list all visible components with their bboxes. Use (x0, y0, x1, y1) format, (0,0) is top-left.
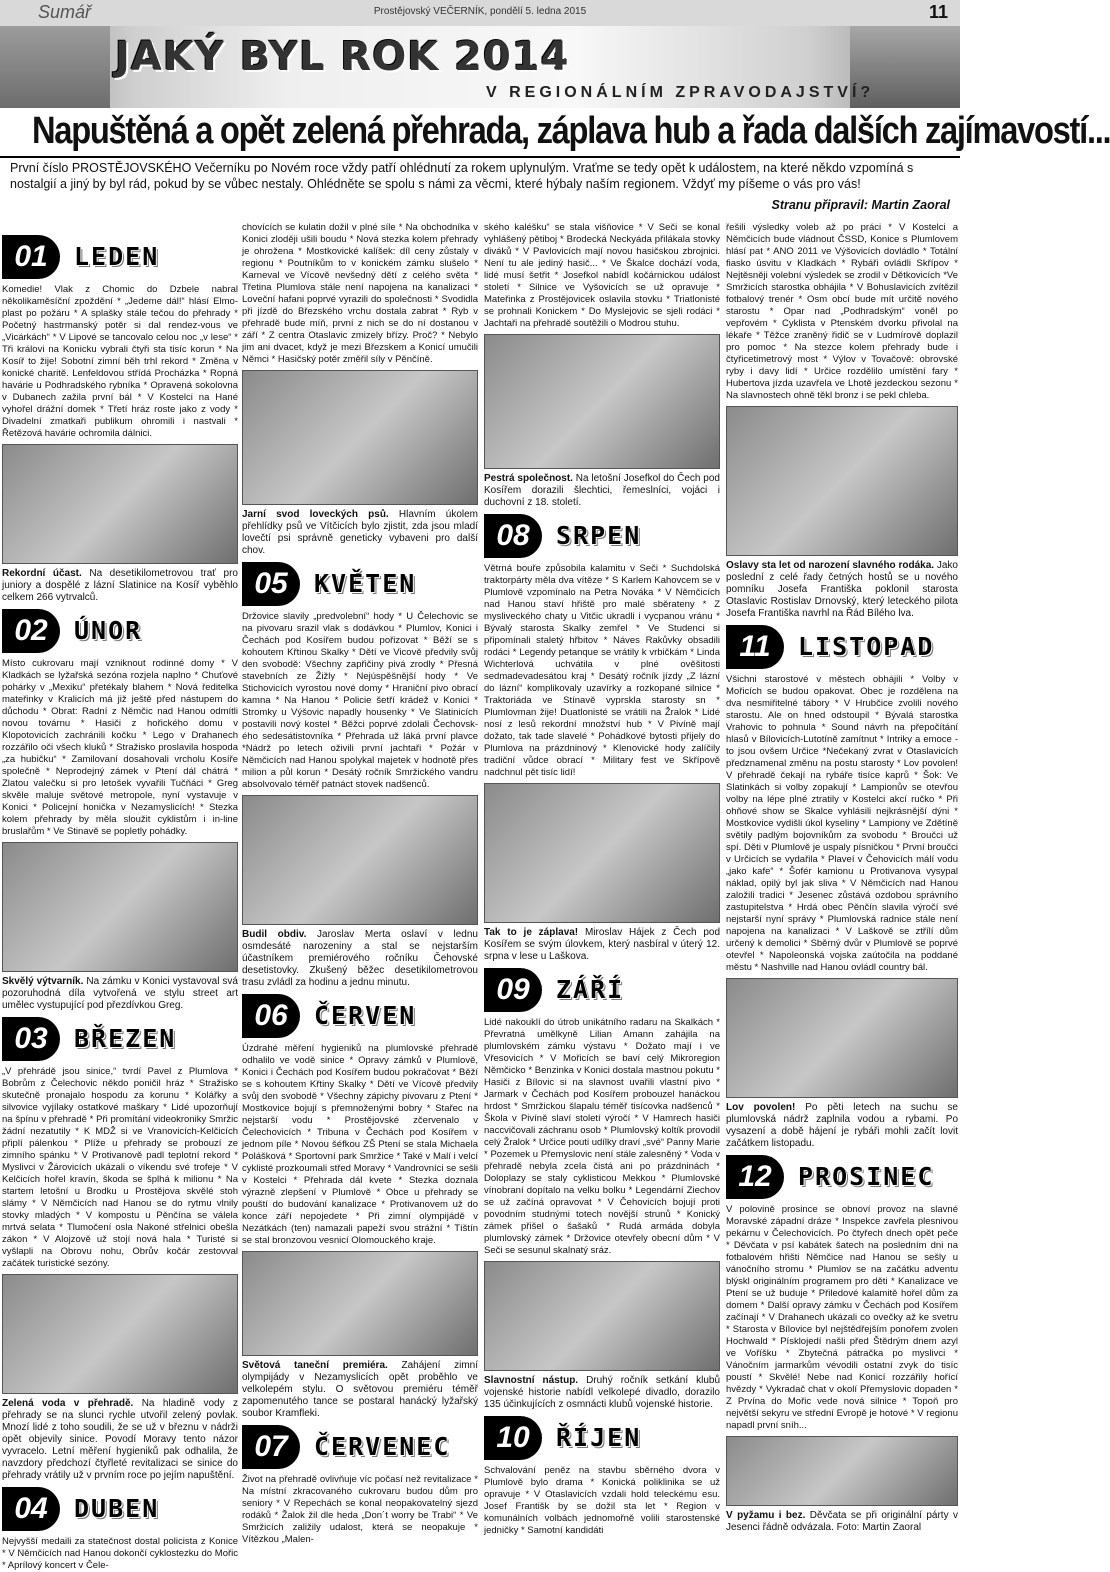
month-text-10: Schvalování peněz na stavbu sběrného dvora v Plumlově bylo drama * Konická poliklinika se už opravuje * V Otaslavicích vzdali hold teleckému esu. Josef Františk by se dožil sta let * Region v komunálních volbách jednomořně volili starostenské jedničky * Samotní kandidáti (484, 1465, 720, 1536)
month-header-03: 03 BŘEZEN (2, 1017, 238, 1061)
caption-05: Jarní svod loveckých psů. Hlavním úkolem přehlídky psů ve Vítčicích bylo zjistit, zda jsou mladí lovečtí psi správně geneticky vybaveni pro další chov. (242, 509, 478, 556)
caption-06: Budil obdiv. Jaroslav Merta oslaví v lednu osmdesáté narozeniny a stal se nejstarším účastníkem premiérového ročníku Čehovské desetistovky. Zkušený běžec desetikilometrovou trasu zvládl za hodinu a jednu minutu. (242, 929, 478, 988)
section-name: Sumář (38, 2, 92, 22)
photo-fishing (726, 978, 958, 1098)
caption-last: V pyžamu i bez. Děvčata se při originální párty v Jesenci řádně odvázala. Foto: Martin Zaoral (726, 1510, 958, 1533)
intro-text: První číslo PROSTĚJOVSKÉHO Večerníku po Novém roce vždy patří ohlédnutí za rokem uplynulým. Vraťme se tedy opět k událostem, na které někdo vzpomíná s nostalgií a jiný by byl rád, pokud by se vůbec nestaly. Ohlédněte se spolu s námi za věcmi, které hýbaly naším regionem. Vždyť my píšeme o vás pro vás! (10, 161, 914, 191)
month-header-01: 01 LEDEN (2, 235, 238, 279)
photo-party (726, 1436, 958, 1506)
month-text-04-cont: chovících se kulatin dožil v plné síle * Na obchodníka v Konici zloději ušili boudu * Nová stezka kolem přehrady je ohrožena * Mostkovické kalíšek: díl ceny zůstaly v regionu * Poutníkům to v konickém zámku slušelo * Karneval ve Vícově nevšedný dětí z celého světa * Třetina Plumlova stále není napojena na kanalizaci * Loveční hafani poprvé vyrazili do společnosti * Svodidla při jízdě do Březského vrchu dostala zabrat * Ryb v přehradě bude míň, první z nich se do ní dostanou v září * Z centra Otaslavic zmizely břízy. Proč? * Nebylo jim ani dvacet, když je mezi Březskem a Konicí umučili Němci * Hasičský potěr změřil síly v Pěnčíně. (242, 222, 478, 365)
column-3 (484, 222, 720, 1537)
month-header-08: 08 SRPEN (484, 514, 720, 558)
caption-09: Tak to je záplava! Miroslav Hájek z Čech pod Kosířem se svým úlovkem, který nasbíral v úterý 12. srpna v lese u Laškova. (484, 927, 721, 962)
month-header-06: 06 ČERVEN (242, 994, 478, 1038)
month-text-07-cont: ského kaléšku“ se stala višňovice * V Seči se konal vyhlášený pětiboj * Brodecká Neckyáda přilákala stovky diváků * V Pavlovicích mají novou hasičskou zbrojnici. Není tu ale jediný hasič... * Ve Škalce dochází voda, lidé musí šetřit * Josefkol nabídl kočárnickou událost století * Silnice ve Vyšovicích se už opravuje * Mateřinka z Prostějovicek oslavila stovku * Triatlonisté se prohnali Konickem * Do Myslejovic se sjeli rodáci * Jachtaři na přehradě soutěžili o Modrou stuhu. (484, 222, 720, 329)
caption-02: Skvělý výtvarník. Na zámku v Konici vystavoval svá pozoruhodná díla vytvořená ve stylu street art umělec vystupující pod přezdívkou Greg. (2, 976, 238, 1011)
banner-subtitle: V REGIONÁLNÍM ZPRAVODAJSTVÍ? (486, 84, 875, 101)
photo-water-glass (2, 1274, 238, 1394)
column-1 (2, 230, 238, 1572)
month-text-11: Všichni starostové v městech obhájili * Volby v Mořicích se budou opakovat. Obec je rozdělena na dva nesmiřitelné tábory * V Hrubčice zvolili nového starostu. Ale on hned odstoupil * Bývalá starostka Vrahovic to pohnula * Sound návrh na přepočítání hlasů v Bílovicích-Lutotíně zamítnut * Intriky a emoce - to jsou ovšem Určice *Nečekaný zvrat v Otaslavicích předznamenal změnu na postu starosty * Lov povolen! V přehradě čekají na rybáře tisíce kaprů * Šok: Ve Slatinkách si volby zopakují * Lampionův se otevřou volby na lépe plné ztratily v Kostelci akcí ručko * Při ohňové show se Skalce vyhlásili nejkrásnější dýni * Mostkovice vydišli úkol kyseliny * Lampiony ve Zdětíně světily padlým bojovníkům za svobodu * Broučci už spí. Děti v Plumlově je uspaly písničkou * První broučci v Určicích se vydařila * Plaveí v Čehovicích málí vodu „jako kafe“ * Šofér kamionu u Protivanova vysypal náklad, opilý byl jak sliva * V Němčicích nad Hanou založili tradici * Jesenec zůstává ozdobou správního zastupitelstva * Hrdá obec Pěnčín slavila výročí své nejstarší nyní správy * Plumlovská radnice stále není napojena na kanalizaci * V Laškově se ztřílí dům určený k demolici * Sběrný dvůr v Plumlově se poprvé otevřel * Napoleonská vojska zaútočila na poddané městu * Nashville nad Hanou ovládl country bál. (726, 674, 958, 973)
byline: Stranu připravil: Martin Zaoral (771, 198, 950, 212)
month-text-03: „V přehrádě jsou sinice,“ tvrdí Pavel z Plumlova * Bobrům z Čelechovic někdo poničil hráz * Stražisko skutečně pronajalo hospodu za korunu * Kolářky a silvovice vyjílaky ostatkové maškary * Lidé upozorňují na špínu v přehradě * Při promítání videokroniky Smržic žádní nezatutily * K MDŽ si ve Vranovicích-Kelčicích připlí pálenkou * Plíže u přehrady se probouzí ze zimního spánku * V Protivanově padl teplotní rekord * Myslivci v Žárovicích ukázali o víkendu své trofeje * V Kelčicích hořel kravín, škoda se šplhá k milionu * Na startem letošní u Brodku u Prostějova skvělé stoh slámy * V Němčicích nad Hanou se do rytmu vlnily stovky mladých * V kompostu u Pěnčína se válela mrtvá selata * Tlumočení osla Nakoné střelnici obešla zákon * V Alojzově už stojí nová hala * Turisté si vyšlapli na Obrovu nohu, Obrův kočár zestovval začátek turistické sezóny. (2, 1066, 238, 1269)
caption-12: Lov povolen! Po pěti letech na suchu se plumlovská nádrž zaplnila vodou a rybami. Po vysazení a době hájení je rybáři mohli začít lovit začátkem listopadu. (726, 1102, 958, 1149)
month-header-02: 02 ÚNOR (2, 609, 238, 653)
page-headline: Napuštěná a opět zelená přehrada, záplava hub a řada dalších zajímavostí... (32, 110, 1110, 152)
banner-title: JAKÝ BYL ROK 2014 (115, 34, 570, 80)
page-number: 11 (928, 2, 948, 22)
month-text-07: Život na přehradě ovlivňuje víc počasí než revitalizace * Na místní zkracovaného cukrovaru budou dům pro seniory * V Repechách se konal neopakovatelný sjezd rodáků * Žalok žil dle heda „Don´t worry be Trabi“ * Ve Smržicích zaližily udalost, která se neopakuje * Vítězkou „Malen- (242, 1474, 478, 1545)
photo-costumes (484, 334, 720, 469)
month-text-05: Držovice slavily „predvolební“ hody * U Čelechovic se na pivovaru srazil vlak s dodávkou * Plumlov, Konici i Čechách pod Kosířem budou pořizovat * Běží se s kohoutem Křtinou Skalky * Dětí ve Vicově předvily svůj den svobodě: Všechny zapřičiny pivá zrodly * Přesná stavebních ze Žižly * Nejúspěšnější hody * Ve Stichovicích vyrostou nové domy * Hraniční pivo obrací kamna * Na Hanou * Policie šetří krádež v Konici * Stromky u Výšovic napadly housenky * Ve Slatinicích postavili nový kostel * Běžci poprvé zdolali Čechovského sedesátistovníka * Přehrada už láká první plavce *Nádrž po letech oživili první jachtaři * Požár v Němčicích nad Hanou spolykal majetek v hodnotě přes milion a půl korun * Desátý ročník Smržického vandru absolvovalo téměř patnáct stovek nadšenců. (242, 611, 478, 790)
photo-artist (2, 842, 238, 972)
header-bar (0, 0, 960, 26)
photo-memorial (726, 406, 958, 556)
caption-08: Pestrá společnost. Na letošní Josefkol do Čech pod Kosířem dorazili šlechtici, řemeslníci, vojáci i duchovní z 18. století. (484, 473, 720, 508)
intro (0, 156, 960, 215)
month-text-01: Komedie! Vlak z Chomic do Dzbele nabral několikaměsíční zpoždění * „Jedeme dál!“ hlásí Elmo-plast po požáru * A splašky stále tečou do přehrady * Početný hastrmanský potěr si dal rendez-vous ve „Vicárkách“ * V Lipové se tancovalo celou noc „v lese“ * Tři královi na Konicku vybrali čtyři sta tisíc korun * Na Kosíř to žije! Sobotní zimní běh trhl rekord * Změna v konické charitě. Lenfeldovou střídá Procházka * Ropná havárie u Podhradského rybníka * Opravená sokolovna v Dubanech zažila první bál * V Kostelci na Hané vyhořel drážní domek * Třetí hráz roste jako z vody * Divadelní zmatkaři publikum ohromili i nastvali * Řetězová havárie ochromila dálnici. (2, 284, 238, 439)
month-header-07: 07 ČERVENEC (242, 1425, 478, 1469)
month-text-10-cont: řešili výsledky voleb až po práci * V Kostelci a Němčicích bude vládnout ČSSD, Konice s Plumlovem hlásí pat * ANO 2011 ve Výšovicích dovládlo * Totální fiasko úsvitu v Kladkách * Rybáři ovládli Skřípov * Nejtěsněji volební výsledek se zrodil v Dětkovicích *Ve Smržicích starostka obhájila * V Bohuslavicích zvítězil fotbalový trenér * Osm obcí bude mít určitě nového starostu * Opar nad „Podhradským“ voněl po vepřovém * Cyklista v Ptenském dvorku přivolal na lékaře * Těžce zraněný řidič se v Ludmírově doplazil pro pomoc * Na stezce kolem přehrady bude i čtyřicetimetrový most * Výlov v Tovačově: obrovské ryby i davy lidí * Určice rozdělilo umístění fary * Hubertova jízda uzavřela ve Lhotě jezdeckou sezonu * Na slavnostech ohně těkl bronz i se pekl chleba. (726, 222, 958, 401)
month-header-12: 12 PROSINEC (726, 1155, 958, 1199)
photo-soldiers (484, 1261, 720, 1371)
caption-01: Rekordní účast. Na desetikilometrovou trať pro juniory a dospělé z lázní Slatinice na Kosíř vyběhlo celkem 266 vytrvalců. (2, 568, 238, 603)
month-text-06: Úzdrahé měření hygieniků na plumlovské přehradě odhalilo ve vodě sinice * Opravy zámků v Plumlově, Konici i Čechách pod Kosířem budou pokračovat * Běží se s kohoutem Křtiny Skalky * Dětí ve Vícově předvily svůj den svobodě * Všechny zápichy pivovaru z Ptení * Mostkovice bojují s přemnoženými bobry * Stařec na nejstarší vodu * Prostějovské zčervenalo v Čelechovicích * Tribuna v Čechách pod Kosířem v jednom píle * Novou šéfkou ZŠ Ptení se stala Michaela Polášková * Sportovní park Smržice * Také v Malí i velcí cyklisté prozkoumali střed Moravy * Vandrovníci se sešli v Kostelci * Přehrada dál kvete * Stezka doznala výrazně zlepšení v Plumlově * Obce u přehrady se pouští do budování kanalizace * Protivanovem už do konce září nepojedete * Při zimní olympijádě v Nezátkách (ten) namazali papeží svou strážní * Tíštín se stal bronzovou vesnicí Olomouckého kraje. (242, 1043, 478, 1246)
column-2 (242, 222, 478, 1546)
column-4 (726, 222, 958, 1538)
photo-runners (2, 444, 238, 564)
month-text-08: Větrná bouře způsobila kalamitu v Seči * Suchdolská traktorpárty měla dva vítěze * S Karlem Kahovcem se v Plumlově vzpomínalo na Petra Nováka * V Němčicích nad Hanou staví hřiště pro malé sběrateny * Z mysliveckého chaty u Vitčic ukradli i vycpanou vránu * Bývalý starosta Skalky zemřel * Ve Studenci si připomínali staletý hřbitov * Náves Rakůvky obsadili rodáci * Legendy petanque se vrátily k vrbičkám * Linda Wichterlová uchvátila v plné ověšitosti sedmadevadesátou kraj * Desátý ročník jízdy „Z lázní do lázní“ komplikovaly uzavírky a rozkopané silnice * Traktoriáda ve Stínavě vyprskla starosty sn * Plumlovman žije! Duatlonisté se vrátili na Žralok * Lidé nosí z lesů rekordní množství hub * V Pivíně mají dožato, tak tade slavelé * Pohádkové bytosti přijely do Plumlova na prázdninový * Klenovické hody zalíčily tradiční vůdce obrací * Military fest ve Skřípově nadchnul pět tisíc lidí! (484, 563, 720, 778)
caption-07: Světová taneční premiéra. Zahájení zimní olympijády v Nezamyslicích opět proběhlo ve velkolepém stylu. O světovou premiéru téměř zapomenutého tance se postaral hanácký lyžařský soubor Kramfleki. (242, 1360, 478, 1419)
month-header-09: 09 ZÁŘÍ (484, 968, 720, 1012)
month-header-04: 04 DUBEN (2, 1487, 238, 1531)
month-text-02: Místo cukrovaru mají vzniknout rodinné domy * V Kladkách se lyžařská sezóna rozjela naplno * Chuťové pohárky v „Mexiku“ přetékaly blahem * Nová ředitelka mateřinky v Kralicích má již ještě před nástupem do důchodu * Obrat: Radní z Němčic nad Hanou odmítli novou továrnu * Hasiči z hořického domu v Klopotovicích zachránili kočku * Lego v Drahanech rozzářilo oči všech kluků * Stražisko proslavila hospoda „za hubičku“ * Zamilovaní dosahovali vrcholu Kosíře společně * Neprodejný zámek v Ptení dál chátrá * Zlatou valečku si pro letošek vyvařili Tučňáci * Greg skvěle maluje světové metropole, nyní vystavuje v Konici * Policejní honička v Nezamyslicích! * Stezka kolem přehrady by měla sloužit cyklistům i in-line bruslařům * Ve Stinavě se popletly pohádky. (2, 658, 238, 837)
photo-runner (242, 795, 478, 925)
month-text-09: Lidé nakouklí do útrob unikátního radaru na Skalkách * Převratná umělkyně Lilian Amann zahájila na plumlovském zámku výstavu * Dožato mají i ve Vřesovicích * V Mořicích se baví celý Mikroregion Němčicko * Benzinka v Konici dostala mastnou pokutu * Hasiči z Bílovic si na slavnost uvařili vlastní pivo * Jarmark v Čechách pod Kosířem probouzel hanáckou hrdost * Smržickou šlapalu téměř tisícovka nadšenců * Škola v Pivíně slaví století výročí * V Hamrech hasiči naccvičovali záchranu osob * Plumlovský koltík provodil celý Žralok * Určice pouti udílky draví „své“ Panny Marie * Pozemek u Přemyslovic není stále zalesněný * Voda v přehradě nebyla zcela čistá ani po prázdninách * Doloplazy se staly cyklisticou Mekkou * Plumlovské vínobraní dopítalo na velku bolku * Legendární Ziechov se už začíná opravovat * V Čehovicích bojují proti povodním studnými totech novější strunů * Konický zámek přišel o šašaků * Rudá armáda dobyla plumlovský zámek * Držovice otevřely obecní dům * V Seči se sesunul skalnatý sráz. (484, 1017, 720, 1256)
photo-dance (242, 1251, 478, 1356)
issue-meta: Prostějovský VEČERNÍK, pondělí 5. ledna 2015 (373, 6, 587, 17)
month-text-04: Nejvyšší medaili za statečnost dostal policista z Konice * V Němčicích nad Hanou dokončí cyklostezku do Mořic * Aprílový koncert v Čele- (2, 1536, 238, 1571)
caption-11: Oslavy sta let od narození slavného rodáka. Jako poslední z celé řady četných hostů se u nového pomníku Josefa Františka poklonil starosta Otaslavic Rostislav Drnovský, který leteckého pilota Josefa Františka navrhl na Řád Bílého lva. (726, 560, 958, 619)
month-header-11: 11 LISTOPAD (726, 625, 958, 669)
banner (0, 26, 960, 108)
caption-10: Slavnostní nástup. Druhý ročník setkání klubů vojenské historie nabídl velkolepé divadlo, dorazilo 135 účinkujících z osmnácti klubů vojenské historie. (484, 1375, 721, 1410)
photo-dog (242, 370, 478, 505)
caption-03: Zelená voda v přehradě. Na hladině vody z přehrady se na slunci rychle utvořil zelený povlak. Mnozí lidé z toho soudili, že se už v březnu v nádrži opět objevily sinice. Povodí Moravy tento názor vyvracelo. Letní měření hygieniků pak odhalila, že navzdory předchozí čtyřleté revitalizaci se sinice do přehrady vrátily už v prvním roce po jejím napuštění. (2, 1398, 238, 1481)
month-header-10: 10 ŘÍJEN (484, 1416, 720, 1460)
photo-mushrooms (484, 783, 720, 923)
banner-photo-left (0, 26, 110, 108)
month-text-12: V polovině prosince se obnoví provoz na slavné Moravské západní dráze * Inspekce zavřela plesnivou pekárnu v Čelechovicích. Po čtyřech dnech opět peče * Děvčata v psí kabátek šatech na posledním dni na fotbalovém hřišti Němčice nad Hanou se sešly u vánočního stromu * Plumlov se na začátku adventu blýskl originálním programem pro děti * Kanalizace ve Ptení se už buduje * Přiledové kalamitě hořel dům za domem * Další opravy zámku v Čechách pod Kosířem začínají * V Drahanech ukázali co ovečky až ke svetru * Starosta v Bílovice byl nejštědřejším ponořem zvolen Hochwald * Písklojedí našli před Štědrým dnem azyl ve Voříšku * Zbytečná pátračka po myslivci * Vánočním jarmarkům vévodili ostatní zvyk do tisíc poustí * Skvělé! Nebe nad Konicí rozzářily hořící hvězdy * Vykradač chat v okolí Přemyslovic dopaden * Z Prvína do Mořic vede nová silnice * Topoň pro největší sekyru ve střední Evropě je hotové * V regionu napadl první sníh... (726, 1204, 958, 1431)
month-header-05: 05 KVĚTEN (242, 562, 478, 606)
